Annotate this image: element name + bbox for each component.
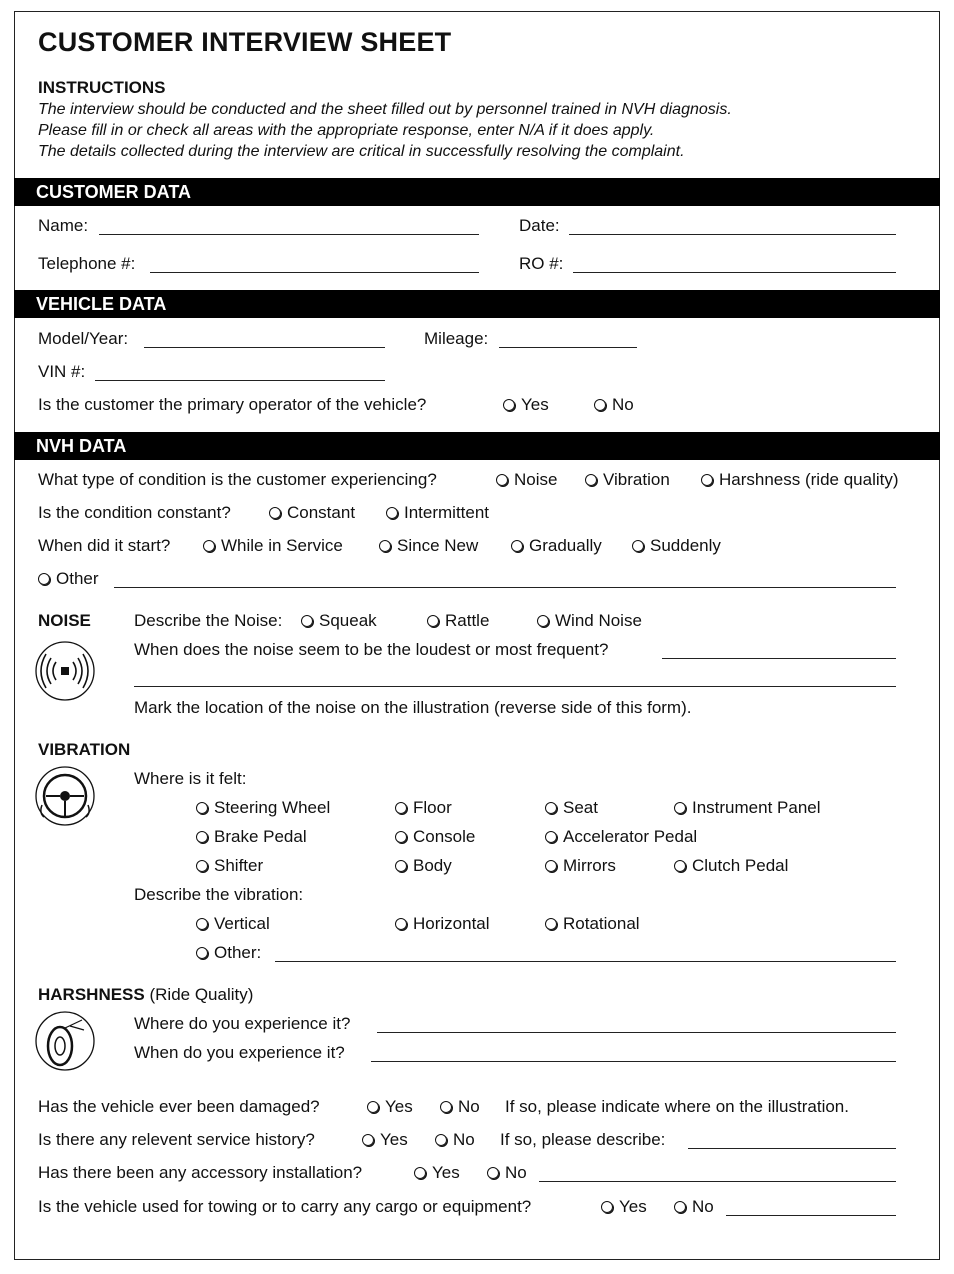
radio-icon <box>487 1167 499 1179</box>
radio-icon <box>701 474 713 486</box>
clutch-pedal-radio[interactable]: Clutch Pedal <box>674 856 788 876</box>
ro-field[interactable] <box>573 272 896 273</box>
towing-yes-radio[interactable]: Yes <box>601 1197 647 1217</box>
harshness-where-field[interactable] <box>377 1032 896 1033</box>
rotational-radio[interactable]: Rotational <box>545 914 640 934</box>
radio-icon <box>545 860 557 872</box>
primary-operator-question: Is the customer the primary operator of the vehicle? <box>38 395 427 414</box>
suddenly-radio[interactable]: Suddenly <box>632 536 721 556</box>
console-radio[interactable]: Console <box>395 827 475 847</box>
damaged-yes-radio[interactable]: Yes <box>367 1097 413 1117</box>
page-title: CUSTOMER INTERVIEW SHEET <box>38 27 452 57</box>
damaged-no-radio[interactable]: No <box>440 1097 480 1117</box>
towing-field[interactable] <box>726 1215 896 1216</box>
vibration-heading: VIBRATION <box>38 740 131 759</box>
tire-icon <box>34 1010 96 1072</box>
vibration-other-radio[interactable]: Other: <box>196 943 261 963</box>
vin-field[interactable] <box>95 380 385 381</box>
service-history-question: Is there any relevent service history? <box>38 1130 315 1149</box>
radio-icon <box>386 507 398 519</box>
condition-vibration-radio[interactable]: Vibration <box>585 470 670 490</box>
name-label: Name: <box>38 216 89 235</box>
instructions-line-1: The interview should be conducted and the sheet filled out by personnel trained in NVH diagnosis. <box>38 101 732 118</box>
vin-label: VIN #: <box>38 362 86 381</box>
vehicle-data-header <box>14 290 940 318</box>
radio-icon <box>395 831 407 843</box>
radio-icon <box>537 615 549 627</box>
ro-label: RO #: <box>519 254 564 273</box>
intermittent-radio[interactable]: Intermittent <box>386 503 489 523</box>
date-field[interactable] <box>569 234 896 235</box>
radio-icon <box>395 860 407 872</box>
instrument-panel-radio[interactable]: Instrument Panel <box>674 798 821 818</box>
radio-icon <box>585 474 597 486</box>
customer-data-header <box>14 178 940 206</box>
primary-yes-radio[interactable]: Yes <box>503 395 549 415</box>
damaged-note: If so, please indicate where on the illustration. <box>505 1097 849 1116</box>
radio-icon <box>38 573 50 585</box>
noise-loudest-question: When does the noise seem to be the loudest or most frequent? <box>134 640 609 659</box>
squeak-radio[interactable]: Squeak <box>301 611 377 631</box>
vertical-radio[interactable]: Vertical <box>196 914 270 934</box>
damaged-question: Has the vehicle ever been damaged? <box>38 1097 320 1116</box>
rattle-radio[interactable]: Rattle <box>427 611 489 631</box>
radio-icon <box>379 540 391 552</box>
steering-wheel-radio[interactable]: Steering Wheel <box>196 798 330 818</box>
vehicle-data-title: VEHICLE DATA <box>36 294 167 314</box>
radio-icon <box>203 540 215 552</box>
accessory-yes-radio[interactable]: Yes <box>414 1163 460 1183</box>
steering-wheel-vibration-icon <box>34 765 96 827</box>
radio-icon <box>395 802 407 814</box>
service-describe-field[interactable] <box>688 1148 896 1149</box>
noise-loudest-field[interactable] <box>662 658 896 659</box>
service-no-radio[interactable]: No <box>435 1130 475 1150</box>
radio-icon <box>269 507 281 519</box>
accessory-field[interactable] <box>539 1181 896 1182</box>
radio-icon <box>440 1101 452 1113</box>
radio-icon <box>196 860 208 872</box>
mileage-field[interactable] <box>499 347 637 348</box>
accelerator-pedal-radio[interactable]: Accelerator Pedal <box>545 827 697 847</box>
condition-noise-radio[interactable]: Noise <box>496 470 557 490</box>
gradually-radio[interactable]: Gradually <box>511 536 602 556</box>
brake-pedal-radio[interactable]: Brake Pedal <box>196 827 307 847</box>
describe-vibration-label: Describe the vibration: <box>134 885 304 904</box>
radio-icon <box>196 802 208 814</box>
model-year-label: Model/Year: <box>38 329 129 348</box>
accessory-question: Has there been any accessory installation? <box>38 1163 363 1182</box>
vibration-other-field[interactable] <box>275 961 896 962</box>
towing-question: Is the vehicle used for towing or to carry any cargo or equipment? <box>38 1197 532 1216</box>
date-label: Date: <box>519 216 560 235</box>
since-new-radio[interactable]: Since New <box>379 536 478 556</box>
harshness-heading: HARSHNESS (Ride Quality) <box>38 985 254 1004</box>
telephone-label: Telephone #: <box>38 254 136 273</box>
service-yes-radio[interactable]: Yes <box>362 1130 408 1150</box>
radio-icon <box>674 860 686 872</box>
radio-icon <box>367 1101 379 1113</box>
radio-icon <box>496 474 508 486</box>
floor-radio[interactable]: Floor <box>395 798 452 818</box>
start-other-radio[interactable]: Other <box>38 569 99 589</box>
instructions-line-2: Please fill in or check all areas with the appropriate response, enter N/A if it does apply. <box>38 122 655 139</box>
shifter-radio[interactable]: Shifter <box>196 856 263 876</box>
wind-noise-radio[interactable]: Wind Noise <box>537 611 642 631</box>
radio-icon <box>395 918 407 930</box>
radio-icon <box>632 540 644 552</box>
condition-question: What type of condition is the customer experiencing? <box>38 470 437 489</box>
seat-radio[interactable]: Seat <box>545 798 598 818</box>
radio-icon <box>594 399 606 411</box>
constant-radio[interactable]: Constant <box>269 503 355 523</box>
telephone-field[interactable] <box>150 272 479 273</box>
radio-icon <box>503 399 515 411</box>
while-in-service-radio[interactable]: While in Service <box>203 536 343 556</box>
towing-no-radio[interactable]: No <box>674 1197 714 1217</box>
accessory-no-radio[interactable]: No <box>487 1163 527 1183</box>
harshness-where-question: Where do you experience it? <box>134 1014 351 1033</box>
noise-loudest-field-2[interactable] <box>134 686 896 687</box>
radio-icon <box>196 918 208 930</box>
harshness-when-field[interactable] <box>371 1061 896 1062</box>
constant-question: Is the condition constant? <box>38 503 231 522</box>
radio-icon <box>545 918 557 930</box>
noise-heading: NOISE <box>38 611 91 630</box>
radio-icon <box>414 1167 426 1179</box>
primary-no-radio[interactable]: No <box>594 395 634 415</box>
radio-icon <box>427 615 439 627</box>
horizontal-radio[interactable]: Horizontal <box>395 914 490 934</box>
radio-icon <box>545 802 557 814</box>
noise-mark-instruction: Mark the location of the noise on the illustration (reverse side of this form). <box>134 698 692 717</box>
vibration-where-label: Where is it felt: <box>134 769 247 788</box>
radio-icon <box>196 831 208 843</box>
radio-icon <box>196 947 208 959</box>
condition-harshness-radio[interactable]: Harshness (ride quality) <box>701 470 899 490</box>
instructions-heading: INSTRUCTIONS <box>38 78 166 97</box>
customer-data-title: CUSTOMER DATA <box>36 182 191 202</box>
radio-icon <box>545 831 557 843</box>
nvh-data-header <box>14 432 940 460</box>
radio-icon <box>362 1134 374 1146</box>
harshness-when-question: When do you experience it? <box>134 1043 345 1062</box>
body-radio[interactable]: Body <box>395 856 452 876</box>
nvh-data-title: NVH DATA <box>36 436 127 456</box>
noise-icon <box>34 640 96 702</box>
radio-icon <box>435 1134 447 1146</box>
radio-icon <box>301 615 313 627</box>
radio-icon <box>601 1201 613 1213</box>
start-other-field[interactable] <box>114 587 896 588</box>
start-question: When did it start? <box>38 536 171 555</box>
model-year-field[interactable] <box>144 347 385 348</box>
describe-noise-label: Describe the Noise: <box>134 611 283 630</box>
mirrors-radio[interactable]: Mirrors <box>545 856 616 876</box>
service-note: If so, please describe: <box>500 1130 666 1149</box>
radio-icon <box>674 1201 686 1213</box>
radio-icon <box>674 802 686 814</box>
mileage-label: Mileage: <box>424 329 489 348</box>
radio-icon <box>511 540 523 552</box>
name-field[interactable] <box>99 234 479 235</box>
instructions-line-3: The details collected during the interview are critical in successfully resolving the complaint. <box>38 143 685 160</box>
